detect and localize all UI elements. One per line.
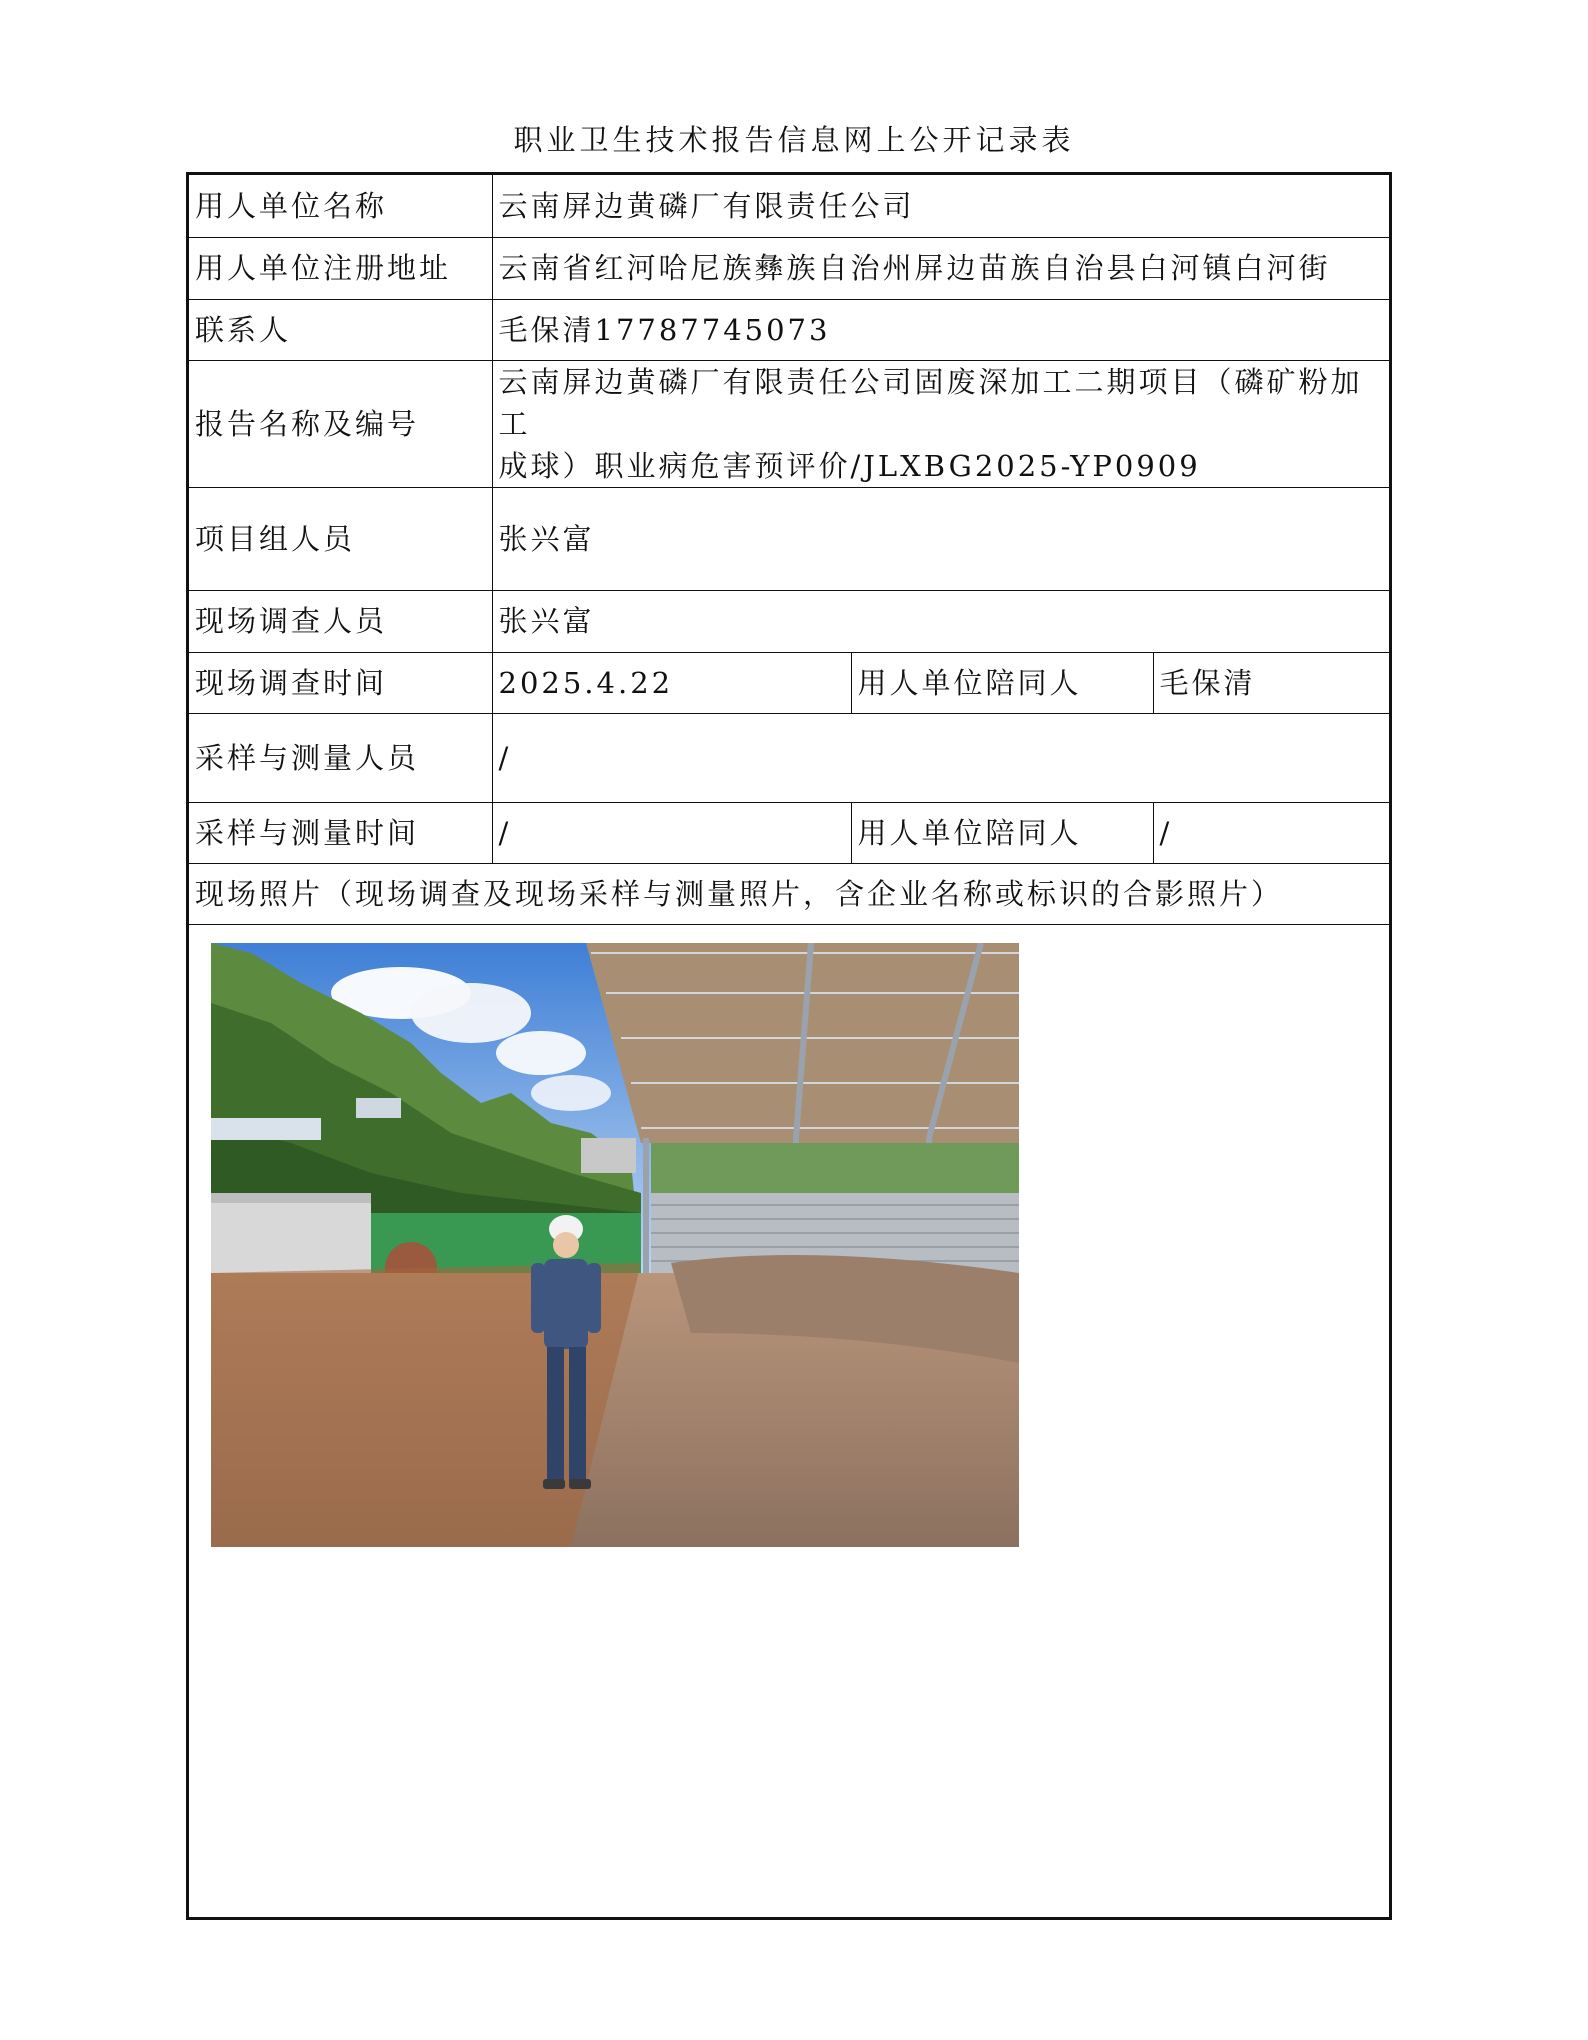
row-employer-name (189, 175, 1389, 237)
sampling-time-value: / (492, 802, 851, 863)
row-team (189, 487, 1389, 590)
address-value: 云南省红河哈尼族彝族自治州屏边苗族自治县白河镇白河街 (492, 237, 1389, 299)
sampling-staff-value: / (492, 713, 1389, 802)
photo-area (189, 925, 1389, 1966)
photos-label: 现场照片（现场调查及现场采样与测量照片，含企业名称或标识的合影照片） (189, 863, 1389, 924)
report-label: 报告名称及编号 (189, 360, 492, 487)
survey-staff-value: 张兴富 (492, 590, 1389, 652)
employer-name-label: 用人单位名称 (189, 175, 492, 237)
survey-escort-value: 毛保清 (1153, 652, 1389, 713)
report-value (492, 360, 1389, 487)
row-photos (189, 924, 1389, 1966)
row-survey-time (189, 652, 1389, 713)
site-photo-illustration (211, 943, 1019, 1547)
row-report (189, 360, 1389, 487)
survey-staff-label: 现场调查人员 (189, 590, 492, 652)
row-photos-header (189, 863, 1389, 924)
report-title-line1: 云南屏边黄磷厂有限责任公司固废深加工二期项目（磷矿粉加工 (498, 364, 1363, 441)
contact-value: 毛保清17787745073 (492, 299, 1389, 360)
report-title-line2: 成球）职业病危害预评价/JLXBG2025-YP0909 (498, 448, 1201, 483)
site-photo (211, 943, 1019, 1547)
survey-time-label: 现场调查时间 (189, 652, 492, 713)
address-label: 用人单位注册地址 (189, 237, 492, 299)
row-contact (189, 299, 1389, 360)
document-title: 职业卫生技术报告信息网上公开记录表 (513, 123, 1075, 157)
row-survey-staff (189, 590, 1389, 652)
record-table (189, 175, 1389, 1966)
contact-label: 联系人 (189, 299, 492, 360)
row-sampling-time (189, 802, 1389, 863)
sampling-time-label: 采样与测量时间 (189, 802, 492, 863)
team-label: 项目组人员 (189, 487, 492, 590)
photos-cell (189, 924, 1389, 1966)
sampling-escort-label: 用人单位陪同人 (851, 802, 1153, 863)
survey-escort-label: 用人单位陪同人 (851, 652, 1153, 713)
sampling-staff-label: 采样与测量人员 (189, 713, 492, 802)
employer-name-value: 云南屏边黄磷厂有限责任公司 (492, 175, 1389, 237)
sampling-escort-value: / (1153, 802, 1389, 863)
survey-time-value: 2025.4.22 (492, 652, 851, 713)
row-sampling-staff (189, 713, 1389, 802)
team-value: 张兴富 (492, 487, 1389, 590)
record-form (186, 172, 1392, 1920)
row-address (189, 237, 1389, 299)
